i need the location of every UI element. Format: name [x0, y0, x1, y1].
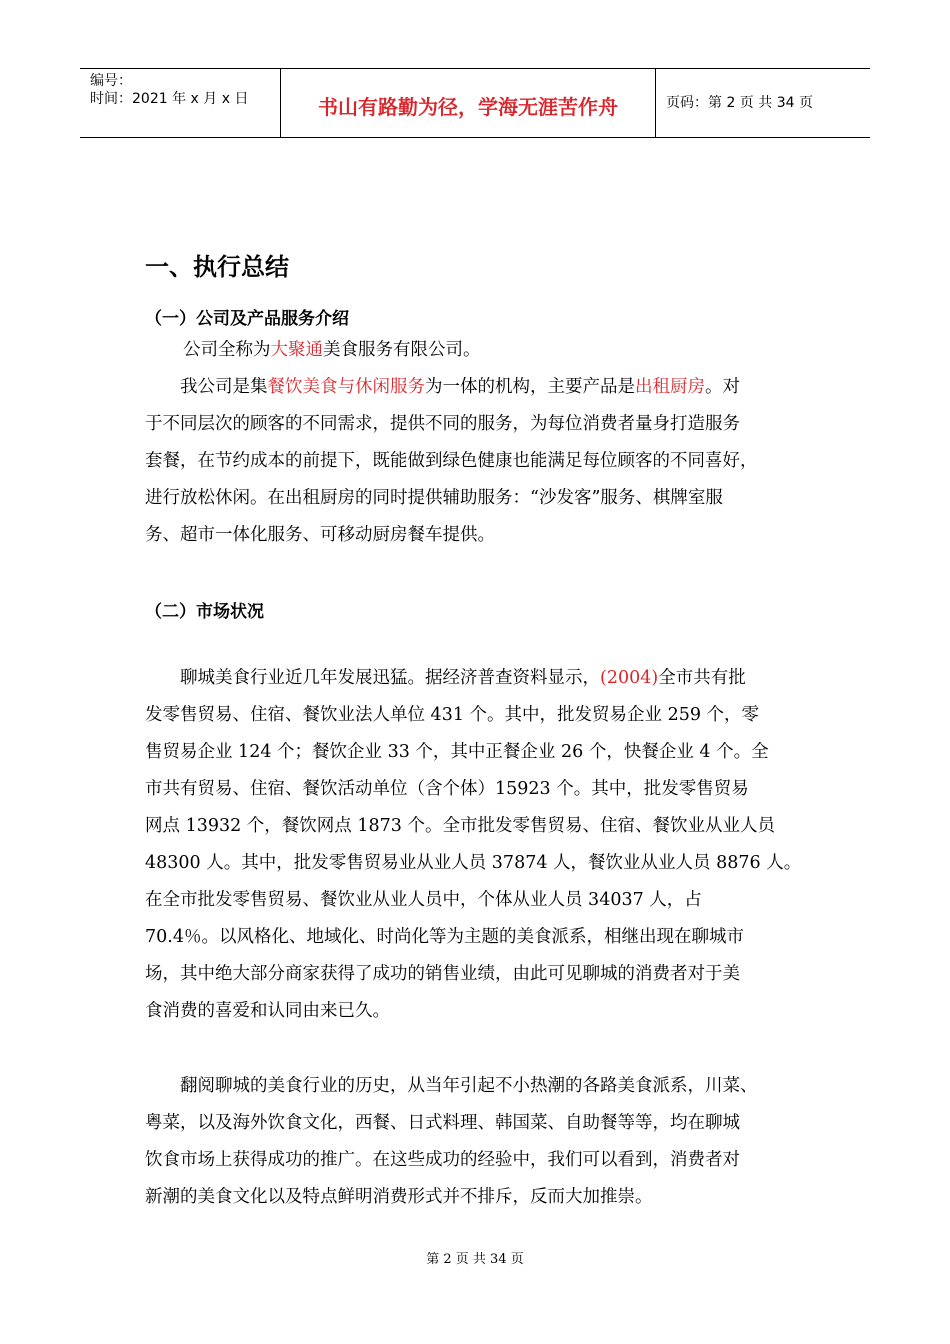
text-span: 美食服务有限公司。	[323, 340, 481, 360]
header-page-info: 页码：第 2 页 共 34 页	[666, 95, 813, 111]
paragraph-line: 场，其中绝大部分商家获得了成功的销售业绩，由此可见聊城的消费者对于美	[145, 964, 740, 984]
text-span: 。对	[705, 377, 740, 397]
market-paragraph-1	[145, 660, 810, 1030]
paragraph-line	[145, 332, 810, 369]
paragraph-line: 70.4％。以风格化、地域化、时尚化等为主题的美食派系，相继出现在聊城市	[145, 927, 744, 947]
paragraph-line: 在全市批发零售贸易、餐饮业从业人员中，个体从业人员 34037 人，占	[145, 890, 702, 910]
paragraph-line: 套餐，在节约成本的前提下，既能做到绿色健康也能满足每位顾客的不同喜好，	[145, 451, 758, 471]
paragraph-line	[145, 369, 810, 406]
paragraph-line: 进行放松休闲。在出租厨房的同时提供辅助服务：“沙发客”服务、棋牌室服	[145, 488, 723, 508]
paragraph-line: 务、超市一体化服务、可移动厨房餐车提供。	[145, 525, 495, 545]
paragraph-line: 售贸易企业 124 个；餐饮企业 33 个，其中正餐企业 26 个，快餐企业 4 个。全	[145, 742, 769, 762]
product-highlight: 出租厨房	[635, 377, 705, 397]
text-span: 我公司是集	[180, 377, 268, 397]
header-number-label: 编号：	[90, 73, 132, 89]
section-title: 一、执行总结	[145, 253, 289, 281]
paragraph-line: 发零售贸易、住宿、餐饮业法人单位 431 个。其中，批发贸易企业 259 个，零	[145, 705, 760, 725]
subsection-title-market: （二）市场状况	[145, 602, 264, 622]
page-footer: 第 2 页 共 34 页	[426, 1252, 524, 1267]
paragraph-line: 食消费的喜爱和认同由来已久。	[145, 1001, 390, 1021]
paragraph-line: 于不同层次的顾客的不同需求，提供不同的服务，为每位消费者量身打造服务	[145, 414, 740, 434]
text-span: 聊城美食行业近几年发展迅猛。据经济普查资料显示，	[180, 668, 600, 688]
paragraph-line: 翻阅聊城的美食行业的历史，从当年引起不小热潮的各路美食派系，川菜、	[180, 1076, 758, 1096]
header-time-label: 时间：2021 年 x 月 x 日	[90, 91, 249, 107]
company-name-highlight: 大聚通	[270, 340, 323, 360]
paragraph-line: 48300 人。其中，批发零售贸易业从业人员 37874 人，餐饮业从业人员 8876 人。	[145, 853, 802, 873]
paragraph-line: 网点 13932 个，餐饮网点 1873 个。全市批发零售贸易、住宿、餐饮业从业人员	[145, 816, 775, 836]
market-paragraph-2	[145, 1068, 810, 1216]
header-page-cell	[656, 69, 870, 137]
company-intro-paragraph	[145, 332, 810, 369]
paragraph-line: 市共有贸易、住宿、餐饮活动单位（含个体）15923 个。其中，批发零售贸易	[145, 779, 749, 799]
paragraph-line	[145, 660, 810, 697]
text-span: 全市共有批	[658, 668, 746, 688]
header-motto-cell	[280, 69, 656, 137]
paragraph-line: 饮食市场上获得成功的推广。在这些成功的经验中，我们可以看到，消费者对	[145, 1150, 740, 1170]
header-motto: 书山有路勤为径，学海无涯苦作舟	[318, 95, 618, 119]
service-highlight: 餐饮美食与休闲服务	[267, 377, 425, 397]
paragraph-line: 粤菜，以及海外饮食文化，西餐、日式料理、韩国菜、自助餐等等，均在聊城	[145, 1113, 740, 1133]
text-span: 为一体的机构，主要产品是	[425, 377, 635, 397]
page-header	[80, 68, 870, 138]
text-span: 公司全称为	[183, 340, 271, 360]
product-paragraph	[145, 369, 810, 554]
paragraph-line: 新潮的美食文化以及特点鲜明消费形式并不排斥，反而大加推崇。	[145, 1187, 653, 1207]
year-highlight: (2004)	[600, 668, 659, 688]
header-info-cell	[80, 69, 280, 137]
subsection-title-company: （一）公司及产品服务介绍	[145, 309, 349, 329]
